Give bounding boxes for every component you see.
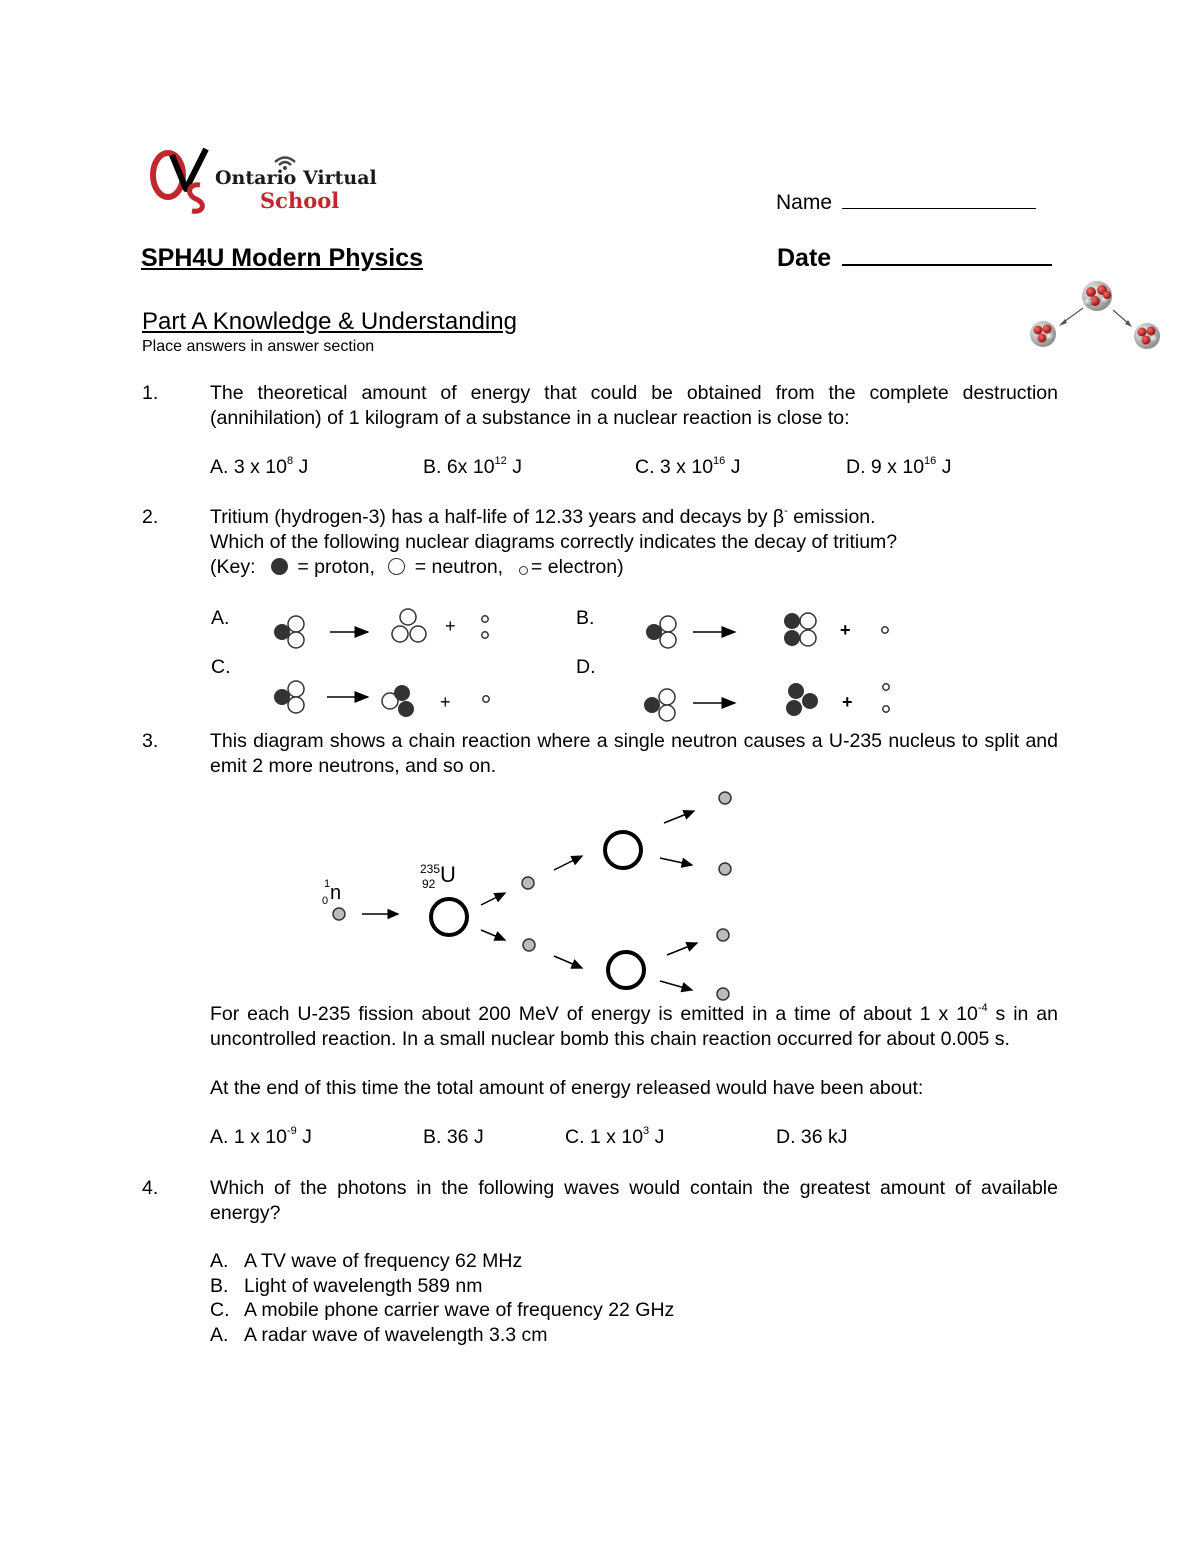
svg-text:U: U	[440, 862, 456, 887]
svg-text:92: 92	[422, 877, 436, 891]
q2-label-d: D.	[576, 656, 596, 678]
q3-number: 3.	[142, 730, 159, 752]
part-instructions: Place answers in answer section	[142, 338, 375, 355]
q3-paragraph: For each U-235 fission about 200 MeV of energy is emitted in a time of about 1 x $10^{-4}$ s in an uncontrolled reaction. In a small nuclear bomb this chain reaction occurred for about 0.005 s.	[210, 1002, 1058, 1050]
q2-key: (Key: = proton, = neutron, = electron)	[210, 556, 624, 578]
q4-option-3[interactable]: C. A mobile phone carrier wave of frequency 22 GHz	[210, 1299, 675, 1321]
svg-text:+: +	[840, 620, 851, 640]
neutron-label	[322, 878, 341, 907]
q2-line-2: Which of the following nuclear diagrams correctly indicates the decay of tritium?	[210, 531, 898, 553]
chain-reaction-diagram	[310, 785, 790, 1015]
q2-decay-diagrams	[0, 595, 900, 735]
diagram-a[interactable]	[274, 609, 488, 648]
q1-number: 1.	[142, 382, 159, 404]
name-blank[interactable]	[842, 208, 1036, 209]
q3-option-b[interactable]: B. 36 J	[423, 1126, 484, 1148]
q1-option-c[interactable]: C. 3 x $10^{16}$ J	[635, 455, 741, 478]
date-blank[interactable]	[842, 264, 1052, 266]
q2-number: 2.	[142, 506, 159, 528]
q3-option-c[interactable]: C. 1 x $10^3$ J	[565, 1125, 665, 1148]
q4-number: 4.	[142, 1177, 159, 1199]
q1-option-a[interactable]: A. 3 x $10^8$ J	[210, 455, 309, 478]
date-label: Date	[777, 244, 832, 272]
q1-text: The theoretical amount of energy that could be obtained from the complete destruction (annihilation) of 1 kilogram of a substance in a nuclear reaction is close to:	[210, 382, 1058, 429]
q4-text: Which of the photons in the following waves would contain the greatest amount of available energy?	[210, 1177, 1058, 1224]
q2-label-c: C.	[211, 656, 231, 678]
svg-text:1: 1	[324, 878, 331, 890]
q4-option-4[interactable]: A. A radar wave of wavelength 3.3 cm	[210, 1324, 548, 1346]
svg-text:+: +	[445, 616, 456, 636]
proton-key-icon	[271, 558, 288, 575]
q3-question: At the end of this time the total amount of energy released would have been about:	[210, 1077, 924, 1099]
q3-text: This diagram shows a chain reaction where a single neutron causes a U-235 nucleus to split and emit 2 more neutrons, and so on.	[210, 730, 1058, 777]
q4-option-1[interactable]: A. A TV wave of frequency 62 MHz	[210, 1250, 523, 1272]
q2-label-a: A.	[211, 607, 230, 629]
q3-option-d[interactable]: D. 36 kJ	[776, 1126, 848, 1148]
svg-text:+: +	[440, 692, 451, 712]
q1-option-d[interactable]: D. 9 x $10^{16}$ J	[846, 455, 952, 478]
part-title: Part A Knowledge & Understanding	[142, 308, 517, 335]
course-title: SPH4U Modern Physics	[141, 244, 424, 272]
q2-label-b: B.	[576, 607, 595, 629]
electron-key-icon	[519, 566, 528, 575]
q4-option-2[interactable]: B. Light of wavelength 589 nm	[210, 1275, 483, 1297]
fission-molecules-icon	[1025, 278, 1175, 358]
svg-text:0: 0	[322, 895, 329, 907]
svg-text:n: n	[330, 882, 342, 904]
svg-text:235: 235	[420, 862, 441, 876]
uranium-label	[420, 862, 456, 891]
school-logo	[148, 145, 393, 215]
logo-line-1: Ontario Virtual	[215, 167, 377, 189]
logo-line-2: School	[260, 188, 340, 213]
q2-line-1: Tritium (hydrogen-3) has a half-life of 12.33 years and decays by β- emission.	[210, 505, 876, 528]
ovs-emblem-icon	[148, 145, 218, 215]
q3-option-a[interactable]: A. 1 x $10^{-9}$ J	[210, 1125, 312, 1148]
q1-option-b[interactable]: B. 6x $10^{12}$ J	[423, 455, 522, 478]
diagram-d[interactable]	[644, 683, 889, 721]
diagram-b[interactable]	[646, 613, 888, 648]
svg-text:+: +	[842, 692, 853, 712]
neutron-key-icon	[388, 558, 405, 575]
name-label: Name	[776, 191, 833, 214]
diagram-c[interactable]	[274, 681, 489, 717]
date-field[interactable]	[777, 244, 1052, 273]
name-field[interactable]	[776, 190, 1036, 215]
